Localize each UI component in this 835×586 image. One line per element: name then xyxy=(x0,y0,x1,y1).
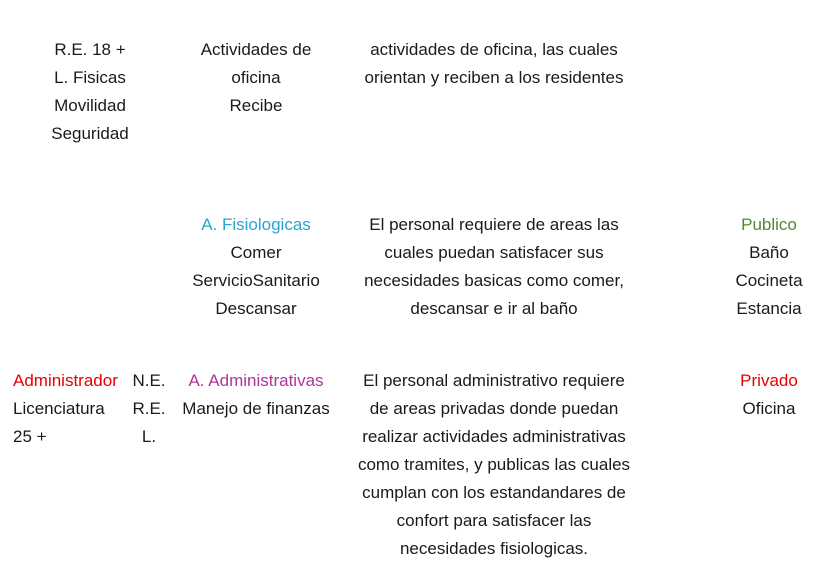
row3-description-line: El personal administrativo requiere xyxy=(363,371,625,390)
row3-user-col2-line: L. xyxy=(141,427,157,446)
row3-description-line: como tramites, y publicas las cuales xyxy=(357,455,631,474)
row1-activity-line: oficina xyxy=(231,68,281,87)
row2-activity-line: Descansar xyxy=(215,299,297,318)
row3-user-line: 25 + xyxy=(13,427,47,446)
row2-zone-line: Baño xyxy=(749,243,789,262)
row3-zone-line: Oficina xyxy=(742,399,796,418)
row3-user-cell xyxy=(13,367,133,451)
row3-zone-title: Privado xyxy=(740,371,798,390)
row1-activity-line: Actividades de xyxy=(200,40,312,59)
row1-user-line: R.E. 18 + xyxy=(54,40,126,59)
row2-description-line: cuales puedan satisfacer sus xyxy=(384,243,604,262)
row1-description-line: orientan y reciben a los residentes xyxy=(364,68,624,87)
row2-description-line: descansar e ir al baño xyxy=(410,299,578,318)
row2-zone-cell xyxy=(722,211,816,323)
row2-zone-line: Cocineta xyxy=(735,271,803,290)
row3-description-line: realizar actividades administrativas xyxy=(362,427,626,446)
row3-activity-line: Manejo de finanzas xyxy=(182,399,330,418)
row3-activity-cell xyxy=(172,367,340,423)
row3-description-line: necesidades fisiologicas. xyxy=(399,539,589,558)
row2-activity-title: A. Fisiologicas xyxy=(201,215,311,234)
row1-description-cell xyxy=(344,36,644,92)
row3-description-line: cumplan con los estandandares de xyxy=(362,483,626,502)
row1-activity-cell xyxy=(176,36,336,120)
row2-zone-title: Publico xyxy=(741,215,797,234)
row2-activity-cell xyxy=(176,211,336,323)
row3-user-col2-cell xyxy=(128,367,170,451)
row3-description-line: confort para satisfacer las xyxy=(396,511,592,530)
row1-user-line: Movilidad xyxy=(54,96,126,115)
row2-description-line: necesidades basicas como comer, xyxy=(364,271,624,290)
row1-user-line: L. Fisicas xyxy=(54,68,126,87)
row1-user-line: Seguridad xyxy=(51,124,129,143)
row2-zone-line: Estancia xyxy=(736,299,802,318)
row2-activity-line: Comer xyxy=(230,243,282,262)
row2-description-cell xyxy=(344,211,644,323)
row3-description-line: de areas privadas donde puedan xyxy=(369,399,619,418)
row3-user-title: Administrador xyxy=(13,371,118,390)
row1-activity-line: Recibe xyxy=(229,96,283,115)
row3-user-col2-line: N.E. xyxy=(132,371,166,390)
row1-description-line: actividades de oficina, las cuales xyxy=(370,40,618,59)
row3-description-cell xyxy=(344,367,644,563)
row3-user-line: Licenciatura xyxy=(13,399,105,418)
row1-user-cell xyxy=(40,36,140,148)
row2-activity-line: ServicioSanitario xyxy=(192,271,320,290)
row3-user-col2-line: R.E. xyxy=(132,399,166,418)
row2-description-line: El personal requiere de areas las xyxy=(369,215,619,234)
row3-zone-cell xyxy=(722,367,816,423)
row3-activity-title: A. Administrativas xyxy=(188,371,324,390)
